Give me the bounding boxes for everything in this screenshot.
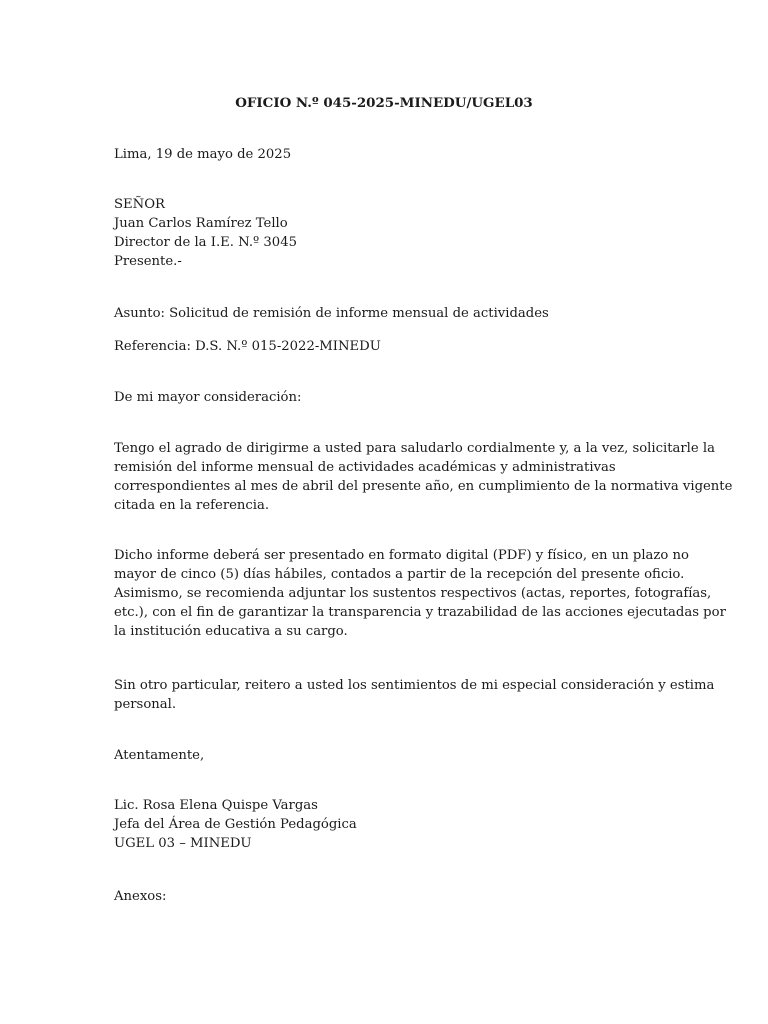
closing-text: Atentamente, xyxy=(114,748,205,763)
body-paragraph-2 xyxy=(114,546,726,641)
recipient-presente: Presente.- xyxy=(114,254,182,269)
signature-name: Lic. Rosa Elena Quispe Vargas xyxy=(114,798,318,813)
document-title: OFICIO N.º 045-2025-MINEDU/UGEL03 xyxy=(235,95,533,111)
recipient-name: Juan Carlos Ramírez Tello xyxy=(114,216,288,231)
annexes-label: Anexos: xyxy=(114,889,167,904)
recipient-block xyxy=(114,195,674,271)
body-1-line: Tengo el agrado de dirigirme a usted para saludarlo cordialmente y, a la vez, solicitarle la xyxy=(114,441,715,456)
greeting xyxy=(114,388,674,407)
body-paragraph-3 xyxy=(114,676,715,714)
body-2-line: etc.), con el fin de garantizar la transparencia y trazabilidad de las acciones ejecutadas por xyxy=(114,605,726,620)
signature-block xyxy=(114,796,674,853)
recipient-salutation: SEÑOR xyxy=(114,197,165,212)
place-date xyxy=(114,145,674,164)
body-2-line: mayor de cinco (5) días hábiles, contados a partir de la recepción del presente oficio. xyxy=(114,567,685,582)
signature-office: UGEL 03 – MINEDU xyxy=(114,836,252,851)
annexes xyxy=(114,887,674,906)
signature-position: Jefa del Área de Gestión Pedagógica xyxy=(114,817,357,832)
body-2-line: Asimismo, se recomienda adjuntar los sustentos respectivos (actas, reportes, fotografías, xyxy=(114,586,712,601)
body-paragraph-1 xyxy=(114,439,733,515)
subject-text: Asunto: Solicitud de remisión de informe mensual de actividades xyxy=(114,306,549,321)
body-3-line: personal. xyxy=(114,697,177,712)
body-2-line: la institución educativa a su cargo. xyxy=(114,624,348,639)
closing xyxy=(114,746,674,765)
greeting-text: De mi mayor consideración: xyxy=(114,390,302,405)
place-date-text: Lima, 19 de mayo de 2025 xyxy=(114,147,292,162)
body-1-line: citada en la referencia. xyxy=(114,498,270,513)
body-1-line: remisión del informe mensual de actividades académicas y administrativas xyxy=(114,460,616,475)
body-3-line: Sin otro particular, reitero a usted los sentimientos de mi especial consideración y estima xyxy=(114,678,715,693)
recipient-position: Director de la I.E. N.º 3045 xyxy=(114,235,297,250)
subject xyxy=(114,304,674,323)
reference-text: Referencia: D.S. N.º 015-2022-MINEDU xyxy=(114,339,381,354)
body-1-line: correspondientes al mes de abril del presente año, en cumplimiento de la normativa vigente xyxy=(114,479,733,494)
reference xyxy=(114,337,674,356)
body-2-line: Dicho informe deberá ser presentado en formato digital (PDF) y físico, en un plazo no xyxy=(114,548,689,563)
